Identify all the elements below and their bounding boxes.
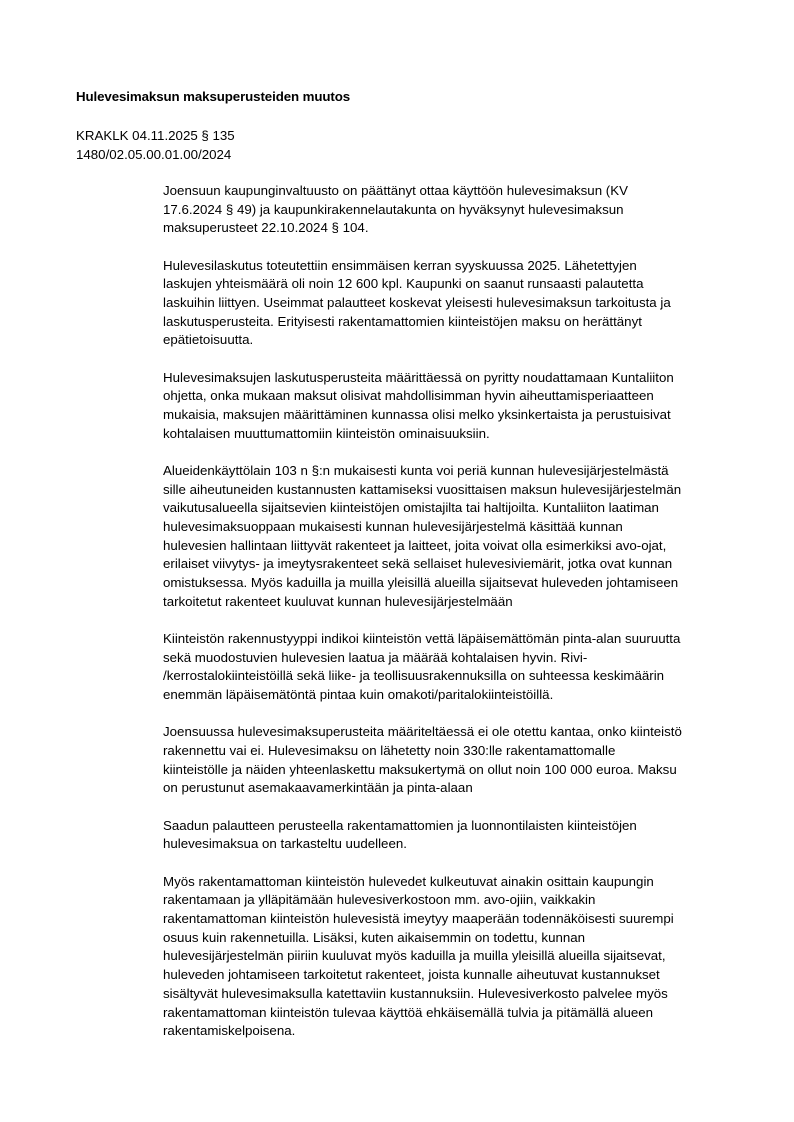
paragraph	[163, 462, 743, 612]
paragraph-line: vaikutusalueella sijaitsevien kiinteistöjen omistajilta tai haltijoilta. Kuntaliiton laatiman	[163, 500, 659, 516]
paragraph-line: rakentamattoman kiinteistön hulevesistä imeytyy maaperään todennäköisesti suurempi	[163, 911, 674, 926]
paragraph-line: Hulevesilaskutus toteutettiin ensimmäisen kerran syyskuussa 2025. Lähetettyjen	[163, 257, 637, 273]
paragraph-line: laskuihin liittyen. Useimmat palautteet koskevat yleisesti hulevesimaksun tarkoitusta ja	[163, 295, 671, 311]
paragraph	[163, 817, 743, 854]
paragraph-line: kiinteistölle ja näiden yhteenlaskettu maksukertymä on ollut noin 100 000 euroa. Maksu	[163, 761, 677, 777]
document-title: Hulevesimaksun maksuperusteiden muutos	[76, 89, 351, 104]
diary-number: 1480/02.05.00.01.00/2024	[76, 147, 232, 162]
paragraph-line: kohtalaisen muuttumattomiin kiinteistön ominaisuuksiin.	[163, 425, 490, 441]
paragraph-line: epätietoisuutta.	[163, 332, 254, 348]
paragraph-line: rakennettu vai ei. Hulevesimaksu on lähetetty noin 330:lle rakentamattomalle	[163, 743, 616, 759]
paragraph-line: hulevesimaksuoppaan mukaisesti kunnan hulevesijärjestelmä käsittää kunnan	[163, 519, 623, 535]
paragraph-line: osuus kuin rakennetuilla. Lisäksi, kuten aikaisemmin on todettu, kunnan	[163, 929, 586, 945]
paragraph-line: mukaisia, maksujen määrittäminen kunnassa olisi melko yksinkertaista ja perustuisivat	[163, 407, 671, 423]
paragraph-line: /kerrostalokiinteistöillä sekä liike- ja teollisuusrakennuksilla on suhteessa keskimäärin	[163, 668, 665, 684]
paragraph-line: Alueidenkäyttölain 103 n §:n mukaisesti kunta voi periä kunnan hulevesijärjestelmästä	[163, 462, 669, 478]
paragraph-line: tarkoitetut rakenteet kuuluvat kunnan hulevesijärjestelmään	[163, 593, 513, 609]
paragraph-line: on perustunut asemakaavamerkintään ja pinta-alaan	[163, 780, 473, 796]
paragraph	[163, 630, 743, 705]
paragraph	[163, 182, 743, 238]
paragraph-line: Joensuussa hulevesimaksuperusteita määriteltäessä ei ole otettu kantaa, onko kiinteistö	[163, 724, 682, 740]
paragraph-line: hulevesimaksua on tarkasteltu uudelleen.	[163, 836, 407, 852]
paragraph-line: huleveden johtamiseen tarkoitetut rakenteet, joista kunnalle aiheutuvat kustannukset	[163, 967, 660, 983]
paragraph-line: omistuksessa. Myös kaduilla ja muilla yleisillä alueilla sijaitsevat huleveden johtamiseen	[163, 575, 679, 591]
document-meta	[76, 126, 235, 164]
paragraph-line: sisältyvät hulevesimaksulla katettaviin kustannuksiin. Hulevesiverkosto palvelee myös	[163, 985, 668, 1001]
paragraph-line: Kiinteistön rakennustyyppi indikoi kiinteistön vettä läpäisemättömän pinta-alan suuruutta	[163, 631, 681, 647]
paragraph-line: hulevesijärjestelmän piiriin kuuluvat myös kaduilla ja muilla yleisillä alueilla sijaitsevat,	[163, 948, 666, 964]
paragraph-line: laskutusperusteita. Erityisesti rakentamattomien kiinteistöjen maksu on herättänyt	[163, 313, 642, 329]
paragraph-line: 17.6.2024 § 49) ja kaupunkirakennelautakunta on hyväksynyt hulevesimaksun	[163, 201, 624, 217]
paragraph	[163, 257, 743, 351]
paragraph-line: sille aiheutuneiden kustannusten kattamiseksi vuosittaisen maksun hulevesijärjestelmän	[163, 481, 682, 497]
document-body	[163, 182, 743, 1059]
paragraph-line: Myös rakentamattoman kiinteistön hulevedet kulkeutuvat ainakin osittain kaupungin	[163, 873, 654, 889]
paragraph-line: rakentamattoman kiinteistön tulevaa käyttöä ehkäisemällä tulvia ja pitämällä alueen	[163, 1004, 654, 1020]
paragraph	[163, 873, 743, 1041]
paragraph-line: erilaiset viivytys- ja imeytysrakenteet sekä sellaiset hulevesiviemärit, jotka ovat kunnan	[163, 556, 673, 572]
paragraph-line: maksuperusteet 22.10.2024 § 104.	[163, 220, 369, 236]
paragraph	[163, 369, 743, 444]
paragraph-line: enemmän läpäisemätöntä pintaa kuin omakoti/paritalokiinteistöillä.	[163, 687, 554, 703]
paragraph-line: rakentamiskelpoisena.	[163, 1023, 296, 1039]
meeting-reference: KRAKLK 04.11.2025 § 135	[76, 128, 235, 143]
paragraph-line: Joensuun kaupunginvaltuusto on päättänyt ottaa käyttöön hulevesimaksun (KV	[163, 183, 628, 198]
paragraph-line: Saadun palautteen perusteella rakentamattomien ja luonnontilaisten kiinteistöjen	[163, 817, 637, 833]
paragraph-line: hulevesien hallintaan liittyvät rakenteet ja laitteet, joita voivat olla esimerkiksi avo-ojat,	[163, 537, 667, 553]
paragraph-line: rakentamaan ja ylläpitämään hulevesiverkostoon mm. avo-ojiin, vaikkakin	[163, 892, 596, 908]
paragraph-line: laskujen yhteismäärä oli noin 12 600 kpl. Kaupunki on saanut runsaasti palautetta	[163, 276, 644, 292]
paragraph-line: Hulevesimaksujen laskutusperusteita määrittäessä on pyritty noudattamaan Kuntaliiton	[163, 369, 674, 385]
paragraph-line: ohjetta, onka mukaan maksut olisivat mahdollisimman hyvin aiheuttamisperiaatteen	[163, 388, 654, 404]
paragraph	[163, 723, 743, 798]
paragraph-line: sekä muodostuvien hulevesien laatua ja määrää kohtalaisen hyvin. Rivi-	[163, 649, 588, 665]
